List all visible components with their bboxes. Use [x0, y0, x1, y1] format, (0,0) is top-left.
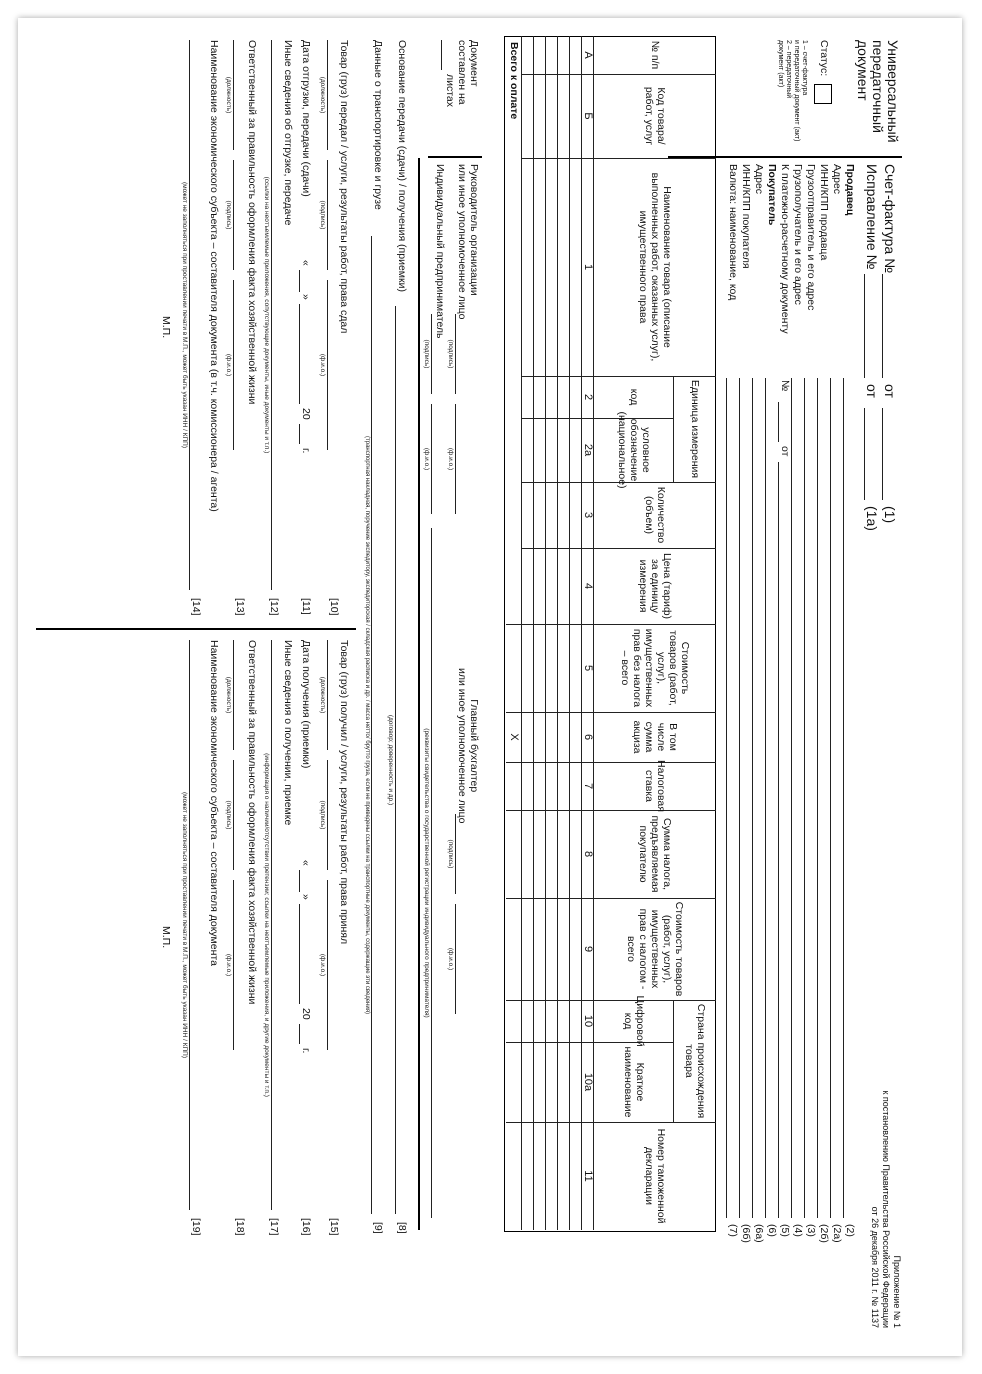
caption: (должность) [225, 76, 232, 114]
seller-row-code: (6б) [740, 1224, 752, 1243]
column-number: 1 [582, 263, 594, 271]
column-header: Номер таможенной декларации [643, 1128, 668, 1224]
ip-sign-line[interactable] [431, 314, 432, 394]
ip-fio-line[interactable] [431, 404, 432, 514]
doc-title-line: Универсальный [885, 40, 901, 143]
field-code: [15] [328, 1218, 340, 1236]
correction-number-line[interactable] [864, 274, 865, 378]
caption: (подпись) [447, 839, 454, 869]
date-quote-open: « [300, 860, 312, 866]
seller-row-label: Адрес [831, 164, 843, 195]
table-row[interactable] [547, 38, 557, 1228]
seller-row-label: Продавец [844, 164, 856, 216]
basis-code: [8] [396, 1222, 408, 1234]
status-note: документ (акт) [777, 40, 784, 88]
seller-row-code: (5) [779, 1224, 791, 1237]
doc-pages [444, 40, 480, 107]
other-info-field[interactable] [271, 640, 272, 1210]
seller-row-label: Валюта: наименование, код [727, 164, 739, 301]
date-quote-close: » [300, 294, 312, 300]
caption: (подпись) [447, 339, 454, 369]
date-label: Дата отгрузки, передачи (сдачи) [300, 40, 312, 197]
field-code: [14] [190, 598, 202, 616]
column-header: Цена (тариф) за единицу измерения [636, 552, 674, 620]
chief-sign-line[interactable] [455, 814, 456, 894]
invoice-label: Счет-фактура № [882, 164, 898, 274]
seller-row-code: (4) [792, 1224, 804, 1237]
date-month-field[interactable] [299, 904, 300, 1004]
signature-field[interactable] [327, 160, 328, 270]
table-row[interactable] [559, 38, 569, 1228]
date-g: г. [300, 448, 312, 454]
caption: (информация о наличии/отсутствии претензии; ссылки на неотъемлемые приложения, и другие документы и т.п.) [263, 753, 270, 1097]
appendix-line: Приложение № 1 [892, 1255, 902, 1328]
caption: (должность) [319, 676, 326, 714]
seller-row-label: ИНН/КПП покупателя [740, 164, 752, 269]
caption: (подпись) [319, 800, 326, 830]
caption: (может не заполняться при проставлении печати в М.П., может быть указан ИНН / КПП) [181, 181, 188, 448]
total-excise-x: Х [508, 733, 520, 741]
column-header: Наименование товара (описание выполненных работ, оказанных услуг), имущественного права [636, 172, 674, 362]
column-header: Стоимость товаров (работ, услуг), имущественных прав без налога – всего [618, 628, 692, 708]
column-header: Стоимость товаров (работ, услуг), имущественных прав с налогом - всего [624, 901, 686, 997]
correction-code: (1а) [864, 506, 880, 531]
column-number: 3 [582, 511, 594, 519]
doc-pages-field[interactable] [441, 40, 442, 70]
seller-row-code: (2а) [831, 1224, 843, 1243]
caption: (может не заполняться при проставлении печати в М.П., может быть указан ИНН / КПП) [181, 791, 188, 1058]
signature-field[interactable] [233, 280, 234, 450]
caption: (ф.и.о.) [319, 953, 326, 977]
field-code: [16] [300, 1218, 312, 1236]
chief-fio-line[interactable] [455, 904, 456, 1014]
entity-field[interactable] [189, 640, 190, 1210]
ip-reg-line[interactable] [431, 528, 432, 1218]
field-code: [10] [328, 598, 340, 616]
field-code: [18] [234, 1218, 246, 1236]
signature-field[interactable] [327, 640, 328, 750]
column-number: 4 [582, 582, 594, 590]
table-row-border [557, 36, 558, 1230]
other-info-field[interactable] [271, 40, 272, 590]
payment-doc-number-label: № [779, 380, 791, 392]
transfer-label: Товар (груз) передал / услуги, результаты работ, права сдал [338, 40, 350, 334]
transfer-label: Товар (груз) получил / услуги, результаты работ, права принял [338, 640, 350, 945]
signature-field[interactable] [233, 880, 234, 1050]
status-box[interactable] [814, 84, 832, 104]
caption: (должность) [319, 76, 326, 114]
other-info-label: Иные сведения о получении, приемке [282, 640, 294, 826]
transport-line[interactable] [371, 236, 372, 1214]
signature-separator [428, 156, 482, 158]
chief-label-line: или иное уполномоченное лицо [456, 668, 468, 824]
appendix [869, 1090, 902, 1328]
status-notes [776, 40, 808, 141]
column-number: 10а [582, 1072, 594, 1092]
chief-label [456, 668, 480, 823]
field-code: [12] [268, 598, 280, 616]
table-row-border [569, 36, 570, 1230]
column-header: Краткое наименование [622, 1046, 647, 1118]
column-number: 11 [582, 1170, 594, 1182]
signature-field[interactable] [233, 760, 234, 870]
caption: (транспортная накладная, поручение экспедитору, экспедиторская / складская расписка и др. / масса нетто/ брутто груза, если не приведены ссылки на транспортные документы, содержащие эти сведения) [364, 436, 370, 1014]
correction-date-line[interactable] [864, 408, 865, 500]
date-label: Дата получения (приемки) [300, 640, 312, 769]
total-cell[interactable] [508, 900, 520, 998]
table-row[interactable] [535, 38, 545, 1228]
stamp-place: М.П. [160, 316, 172, 339]
document-page [18, 18, 962, 1356]
caption: (подпись) [225, 800, 232, 830]
rotated-form [18, 28, 908, 1348]
entity-label: Наименование экономического субъекта – составителя документа [208, 640, 220, 966]
signature-field[interactable] [327, 40, 328, 150]
signature-field[interactable] [327, 760, 328, 870]
transport-code: [9] [372, 1222, 384, 1234]
correction-label: Исправление № [864, 164, 880, 270]
caption: (должность) [225, 676, 232, 714]
section-divider [418, 158, 420, 1230]
column-number: 7 [582, 782, 594, 790]
caption: (ф.и.о.) [225, 353, 232, 377]
date-quote-close: » [300, 894, 312, 900]
column-header: Цифровой код [622, 995, 647, 1047]
caption: (реквизиты свидетельства о государственной регистрации индивидуального предпринимателя) [423, 728, 430, 1018]
date-year-prefix: 20 [300, 1008, 312, 1020]
seller-row-field[interactable] [765, 378, 766, 1218]
date-day-field[interactable] [299, 870, 300, 892]
column-number: 8 [582, 850, 594, 858]
invoice-date-line[interactable] [882, 408, 883, 500]
seller-row-label: Адрес [753, 164, 765, 195]
appendix-line: к постановлению Правительства Российской Федерации [881, 1090, 891, 1328]
payment-doc-from-label: от [779, 446, 791, 457]
column-number: 2 [582, 393, 594, 401]
table-row[interactable] [523, 38, 533, 1228]
seller-row-code: (6) [766, 1224, 778, 1237]
date-quote-open: « [300, 260, 312, 266]
field-code: [11] [300, 598, 312, 615]
date-g: г. [300, 1048, 312, 1054]
entity-label: Наименование экономического субъекта – составителя документа (в т.ч. комиссионера / агента) [208, 40, 220, 512]
transport-label: Данные о транспортировке и грузе [372, 40, 384, 210]
caption: (ф.и.о.) [423, 447, 430, 471]
responsible-label: Ответственный за правильность оформления факта хозяйственной жизни [246, 640, 258, 1005]
signature-field[interactable] [327, 880, 328, 1050]
column-number: Б [582, 112, 594, 120]
signature-field[interactable] [233, 160, 234, 270]
column-header: Код товара/ работ, услуг [643, 86, 668, 146]
seller-row-field[interactable] [843, 378, 844, 1218]
caption: (подпись) [319, 200, 326, 230]
doc-title [855, 40, 900, 143]
head-label-line: или иное уполномоченное лицо [456, 164, 468, 320]
seller-row-label: Грузополучатель и его адрес [792, 164, 804, 305]
seller-row-code: (2б) [818, 1224, 830, 1243]
caption: (подпись) [225, 200, 232, 230]
column-header: код [628, 388, 641, 406]
doc-title-line: документ [855, 40, 871, 101]
signature-field[interactable] [233, 40, 234, 150]
invoice-number-line[interactable] [882, 274, 883, 378]
column-header: № п/п [649, 40, 662, 70]
column-number: 5 [582, 664, 594, 672]
caption: (ф.и.о.) [447, 447, 454, 471]
status-note: 1 – счет-фактура [801, 40, 808, 96]
field-code: [19] [190, 1218, 202, 1236]
seller-row-field[interactable] [726, 378, 727, 1218]
unit-group-header: Единица измерения [689, 379, 702, 479]
seller-row-field[interactable] [791, 378, 792, 1218]
caption: (ф.и.о.) [319, 353, 326, 377]
head-label [456, 164, 480, 319]
table-row[interactable] [571, 38, 581, 1228]
seller-row-code: (3) [805, 1224, 817, 1237]
signature-field[interactable] [233, 640, 234, 750]
status-note: 2 – передаточный [785, 40, 792, 99]
total-cell[interactable] [508, 626, 520, 710]
date-year-field[interactable] [299, 1024, 300, 1044]
halves-divider [36, 628, 356, 630]
caption: (ссылки на неотъемлемые приложения, сопутствующие документы, иные документы и т.п.) [263, 176, 270, 454]
seller-row-code: (6а) [753, 1224, 765, 1243]
seller-row-field[interactable] [752, 378, 753, 1218]
country-group-header: Страна происхождения товара [683, 1003, 708, 1119]
seller-row-label: Покупатель [766, 164, 778, 226]
signature-field[interactable] [327, 280, 328, 450]
total-label: Всего к оплате [508, 42, 520, 120]
column-header: Налоговая ставка [643, 760, 668, 812]
caption: (договор; доверенность и др.) [387, 714, 394, 806]
ip-label: Индивидуальный предприниматель [434, 164, 446, 339]
status-label: Статус: [818, 40, 830, 77]
seller-row-field[interactable] [817, 378, 818, 1218]
column-number: А [582, 51, 594, 59]
field-code: [13] [234, 598, 246, 616]
doc-title-line: передаточный [870, 40, 886, 133]
table-row-border [545, 36, 546, 1230]
appendix-line: от 26 декабря 2011 г. № 1137 [870, 1206, 880, 1328]
invoice-from-label: от [882, 384, 898, 398]
caption: (ф.и.о.) [225, 953, 232, 977]
basis-line[interactable] [395, 306, 396, 1214]
head-fio-line[interactable] [455, 404, 456, 514]
seller-row-code: (7) [727, 1224, 739, 1237]
table-row-border [533, 36, 534, 1230]
doc-pages-line: листах [444, 74, 456, 108]
date-year-prefix: 20 [300, 408, 312, 420]
stamp-place: М.П. [160, 926, 172, 949]
entity-field[interactable] [189, 40, 190, 590]
seller-row-label: ИНН/КПП продавца [818, 164, 830, 261]
caption: (подпись) [423, 339, 430, 369]
caption: (ф.и.о.) [447, 947, 454, 971]
chief-label-line: Главный бухгалтер [468, 699, 480, 793]
column-number: 6 [582, 733, 594, 741]
table-row-border [521, 36, 522, 1230]
date-month-field[interactable] [299, 304, 300, 404]
column-header: условное обозначение (национальное) [615, 411, 653, 489]
doc-pages-line: составлен на [456, 40, 468, 105]
correction-from-label: от [864, 384, 880, 398]
field-code: [17] [268, 1218, 280, 1236]
column-header: В том числе сумма акциза [630, 720, 680, 754]
seller-row-label: К платежно-расчетному документу [779, 164, 791, 334]
responsible-label: Ответственный за правильность оформления факта хозяйственной жизни [246, 40, 258, 405]
head-label-line: Руководитель организации [468, 164, 480, 296]
status-note: и передаточный документ (акт) [793, 40, 800, 142]
seller-row-field[interactable] [830, 378, 831, 1218]
seller-row-code: (2) [844, 1224, 856, 1237]
basis-label: Основание передачи (сдачи) / получения (приемки) [396, 40, 408, 292]
payment-doc-date-field[interactable] [778, 462, 779, 1218]
total-cell[interactable] [508, 812, 520, 896]
seller-row-field[interactable] [739, 378, 740, 1218]
column-header: Сумма налога, предъявляемая покупателю [636, 815, 674, 893]
seller-row-field[interactable] [778, 402, 779, 442]
seller-row-label: Грузоотправитель и его адрес [805, 164, 817, 311]
date-year-field[interactable] [299, 424, 300, 444]
column-header: Количество (объем) [643, 486, 668, 544]
doc-pages-line: Документ [468, 40, 480, 87]
column-number: 9 [582, 945, 594, 953]
column-number: 2а [582, 443, 594, 457]
invoice-code: (1) [882, 506, 898, 524]
other-info-label: Иные сведения об отгрузке, передаче [282, 40, 294, 226]
total-cell[interactable] [508, 764, 520, 808]
seller-row-field[interactable] [804, 378, 805, 1218]
head-sign-line[interactable] [455, 314, 456, 394]
column-number: 10 [582, 1014, 594, 1028]
date-day-field[interactable] [299, 270, 300, 292]
